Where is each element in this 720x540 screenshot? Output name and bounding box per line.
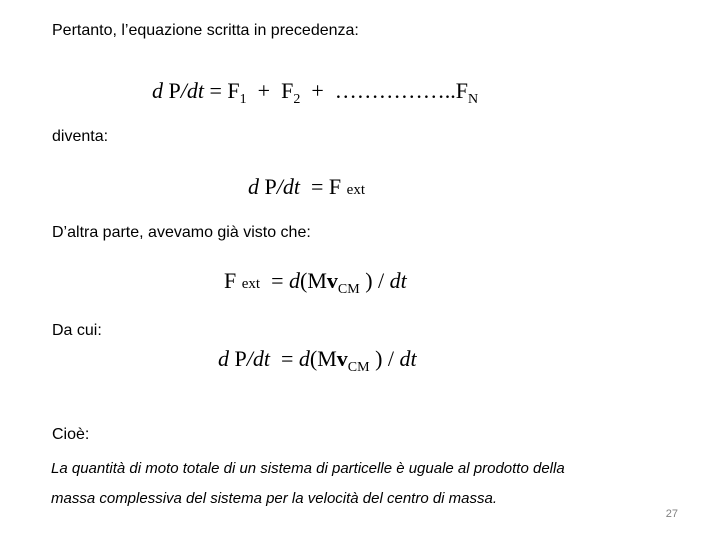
- equation-newton-sum: [152, 78, 479, 107]
- eq1-dots: ……………..: [334, 78, 456, 103]
- eq4-dt: /dt: [246, 346, 270, 371]
- eq1-plus1: +: [257, 78, 271, 103]
- eq2-equals: =: [310, 174, 324, 199]
- eq4-equals: =: [280, 346, 294, 371]
- eq4-d2: d: [298, 346, 310, 371]
- eq3-slash: /: [378, 268, 385, 293]
- eq1-P: P: [168, 78, 181, 103]
- conclusion-line-2: massa complessiva del sistema per la velocità del centro di massa.: [51, 490, 498, 507]
- eq1-sub1: 1: [239, 92, 247, 107]
- eq3-close: ): [365, 268, 373, 293]
- eq3-v: v: [326, 268, 338, 293]
- eq3-open: (M: [300, 268, 327, 293]
- eq1-equals: =: [209, 78, 222, 103]
- eq2-F: F: [328, 174, 342, 199]
- eq3-F: F: [224, 268, 237, 293]
- from-which-text: Da cui:: [52, 322, 102, 339]
- eq1-FN: F: [455, 78, 468, 103]
- eq2-d: d: [248, 174, 259, 199]
- eq1-dt: /dt: [180, 78, 204, 103]
- eq2-dt: /dt: [276, 174, 300, 199]
- eq1-subN: N: [468, 92, 479, 107]
- that-is-text: Cioè:: [52, 426, 90, 443]
- eq4-cm: CM: [347, 360, 370, 375]
- eq4-dt: dt: [399, 346, 417, 371]
- eq4-v: v: [336, 346, 348, 371]
- eq1-d: d: [152, 78, 163, 103]
- eq3-d: d: [289, 268, 300, 293]
- eq3-cm: CM: [337, 282, 360, 297]
- eq4-slash: /: [387, 346, 395, 371]
- eq3-ext: ext: [241, 276, 261, 292]
- eq1-plus2: +: [311, 78, 324, 103]
- becomes-text: diventa:: [52, 128, 109, 145]
- equation-momentum-cm: [218, 346, 417, 375]
- intro-text: Pertanto, l’equazione scritta in precedenza:: [52, 22, 359, 39]
- eq4-P: P: [234, 346, 247, 371]
- eq1-sub2: 2: [293, 92, 301, 107]
- eq4-open: (M: [309, 346, 337, 371]
- eq2-ext: ext: [346, 182, 365, 198]
- conclusion-line-1: La quantità di moto totale di un sistema di particelle è uguale al prodotto della: [51, 460, 565, 477]
- equation-fext-cm: [224, 268, 407, 297]
- eq3-dt: dt: [389, 268, 407, 293]
- eq3-equals: =: [271, 268, 284, 293]
- eq2-P: P: [264, 174, 277, 199]
- eq4-close: ): [375, 346, 383, 371]
- page-number: 27: [665, 508, 678, 520]
- equation-momentum-ext: [248, 174, 365, 200]
- eq1-F2: F: [281, 78, 294, 103]
- other-side-text: D’altra parte, avevamo già visto che:: [52, 224, 311, 241]
- eq4-d: d: [218, 346, 229, 371]
- eq1-F1: F: [227, 78, 240, 103]
